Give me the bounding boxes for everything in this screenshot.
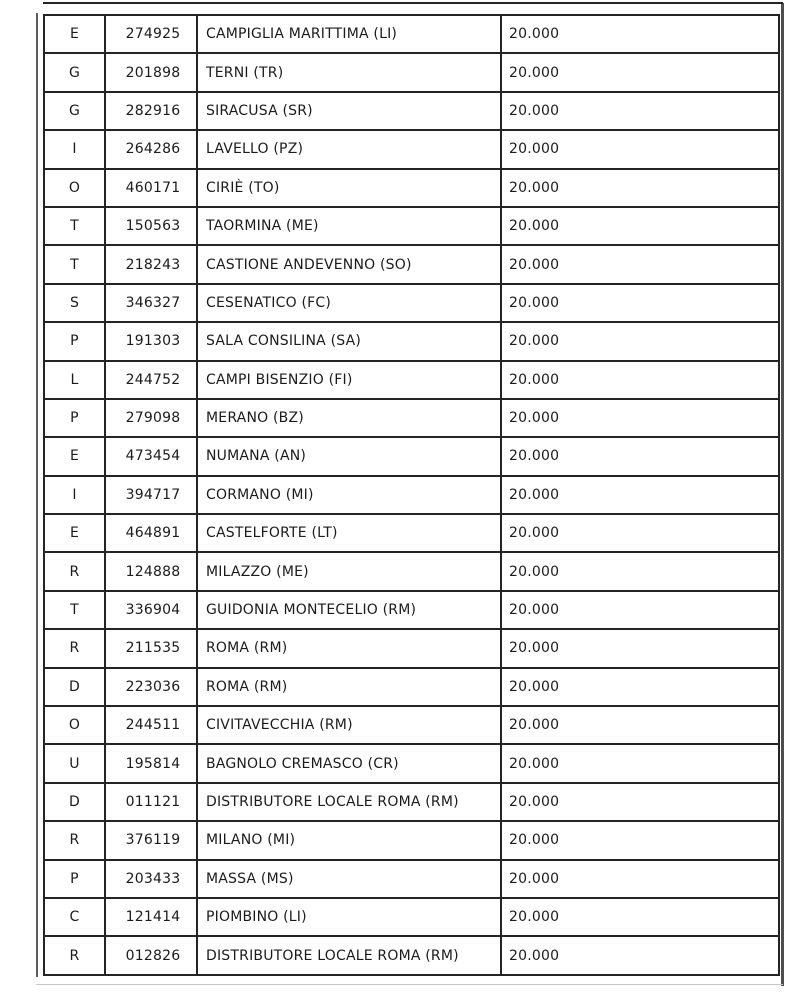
table-body xyxy=(44,15,779,975)
cell-letter: R xyxy=(44,629,105,667)
cell-letter: T xyxy=(44,245,105,283)
cell-amount: 20.000 xyxy=(501,130,779,168)
cell-letter: R xyxy=(44,821,105,859)
clipped-previous-row-border-line xyxy=(43,2,783,4)
cell-amount: 20.000 xyxy=(501,514,779,552)
table-row xyxy=(44,322,779,360)
cell-letter: R xyxy=(44,552,105,590)
table-row xyxy=(44,284,779,322)
table-row xyxy=(44,629,779,667)
table-row xyxy=(44,399,779,437)
table-row xyxy=(44,744,779,782)
cell-locality: ROMA (RM) xyxy=(197,668,501,706)
cell-locality: GUIDONIA MONTECELIO (RM) xyxy=(197,591,501,629)
cell-code: 201898 xyxy=(105,53,197,91)
cell-letter: E xyxy=(44,437,105,475)
cell-amount: 20.000 xyxy=(501,552,779,590)
cell-amount: 20.000 xyxy=(501,15,779,53)
cell-code: 203433 xyxy=(105,860,197,898)
cell-letter: G xyxy=(44,53,105,91)
cell-letter: O xyxy=(44,169,105,207)
cell-amount: 20.000 xyxy=(501,744,779,782)
cell-amount: 20.000 xyxy=(501,898,779,936)
cell-amount: 20.000 xyxy=(501,399,779,437)
cell-code: 191303 xyxy=(105,322,197,360)
cell-amount: 20.000 xyxy=(501,668,779,706)
outer-right-border-line xyxy=(781,3,784,986)
cell-code: 346327 xyxy=(105,284,197,322)
table-row xyxy=(44,860,779,898)
cell-code: 376119 xyxy=(105,821,197,859)
cell-locality: SALA CONSILINA (SA) xyxy=(197,322,501,360)
cell-code: 211535 xyxy=(105,629,197,667)
cell-amount: 20.000 xyxy=(501,783,779,821)
cell-locality: LAVELLO (PZ) xyxy=(197,130,501,168)
cell-locality: ROMA (RM) xyxy=(197,629,501,667)
cell-amount: 20.000 xyxy=(501,476,779,514)
table-row xyxy=(44,361,779,399)
cell-code: 394717 xyxy=(105,476,197,514)
table-row xyxy=(44,591,779,629)
table-row xyxy=(44,207,779,245)
cell-code: 150563 xyxy=(105,207,197,245)
table-row xyxy=(44,92,779,130)
cell-code: 264286 xyxy=(105,130,197,168)
cell-letter: E xyxy=(44,15,105,53)
cell-locality: CORMANO (MI) xyxy=(197,476,501,514)
table-row xyxy=(44,668,779,706)
cell-locality: CASTELFORTE (LT) xyxy=(197,514,501,552)
cell-code: 464891 xyxy=(105,514,197,552)
cell-amount: 20.000 xyxy=(501,936,779,975)
cell-locality: NUMANA (AN) xyxy=(197,437,501,475)
cell-locality: MASSA (MS) xyxy=(197,860,501,898)
cell-code: 121414 xyxy=(105,898,197,936)
cell-amount: 20.000 xyxy=(501,169,779,207)
cell-code: 011121 xyxy=(105,783,197,821)
cell-locality: TAORMINA (ME) xyxy=(197,207,501,245)
table-row xyxy=(44,437,779,475)
cell-code: 195814 xyxy=(105,744,197,782)
table-row xyxy=(44,15,779,53)
cell-letter: P xyxy=(44,860,105,898)
cell-amount: 20.000 xyxy=(501,361,779,399)
cell-amount: 20.000 xyxy=(501,629,779,667)
cell-code: 124888 xyxy=(105,552,197,590)
cell-amount: 20.000 xyxy=(501,860,779,898)
cell-amount: 20.000 xyxy=(501,591,779,629)
cell-code: 279098 xyxy=(105,399,197,437)
cell-locality: TERNI (TR) xyxy=(197,53,501,91)
outer-left-border-line xyxy=(36,13,38,977)
cell-locality: MERANO (BZ) xyxy=(197,399,501,437)
cell-locality: DISTRIBUTORE LOCALE ROMA (RM) xyxy=(197,783,501,821)
cell-code: 336904 xyxy=(105,591,197,629)
cell-code: 460171 xyxy=(105,169,197,207)
cell-letter: T xyxy=(44,591,105,629)
cell-letter: P xyxy=(44,322,105,360)
cell-letter: E xyxy=(44,514,105,552)
cell-amount: 20.000 xyxy=(501,92,779,130)
table-row xyxy=(44,821,779,859)
cell-locality: DISTRIBUTORE LOCALE ROMA (RM) xyxy=(197,936,501,975)
cell-amount: 20.000 xyxy=(501,53,779,91)
cell-amount: 20.000 xyxy=(501,245,779,283)
cell-letter: R xyxy=(44,936,105,975)
cell-code: 012826 xyxy=(105,936,197,975)
cell-locality: CESENATICO (FC) xyxy=(197,284,501,322)
cell-code: 274925 xyxy=(105,15,197,53)
localities-table xyxy=(43,14,780,976)
cell-amount: 20.000 xyxy=(501,437,779,475)
cell-letter: P xyxy=(44,399,105,437)
table-row xyxy=(44,514,779,552)
cell-locality: PIOMBINO (LI) xyxy=(197,898,501,936)
cell-locality: CIVITAVECCHIA (RM) xyxy=(197,706,501,744)
cell-letter: D xyxy=(44,783,105,821)
cell-amount: 20.000 xyxy=(501,207,779,245)
cell-code: 473454 xyxy=(105,437,197,475)
cell-code: 282916 xyxy=(105,92,197,130)
table-row xyxy=(44,53,779,91)
cell-code: 244511 xyxy=(105,706,197,744)
cell-locality: CASTIONE ANDEVENNO (SO) xyxy=(197,245,501,283)
cell-locality: SIRACUSA (SR) xyxy=(197,92,501,130)
cell-code: 244752 xyxy=(105,361,197,399)
cell-locality: MILAZZO (ME) xyxy=(197,552,501,590)
cell-amount: 20.000 xyxy=(501,322,779,360)
cell-amount: 20.000 xyxy=(501,706,779,744)
outer-bottom-border-line xyxy=(36,984,783,985)
cell-letter: D xyxy=(44,668,105,706)
table-row xyxy=(44,706,779,744)
table-row xyxy=(44,245,779,283)
table-row xyxy=(44,936,779,975)
cell-letter: S xyxy=(44,284,105,322)
table-row xyxy=(44,476,779,514)
cell-letter: O xyxy=(44,706,105,744)
cell-letter: I xyxy=(44,130,105,168)
table-row xyxy=(44,130,779,168)
table-row xyxy=(44,552,779,590)
cell-letter: I xyxy=(44,476,105,514)
cell-locality: CIRIÈ (TO) xyxy=(197,169,501,207)
cell-letter: L xyxy=(44,361,105,399)
cell-amount: 20.000 xyxy=(501,821,779,859)
cell-locality: CAMPI BISENZIO (FI) xyxy=(197,361,501,399)
cell-amount: 20.000 xyxy=(501,284,779,322)
cell-code: 223036 xyxy=(105,668,197,706)
cell-code: 218243 xyxy=(105,245,197,283)
table-row xyxy=(44,783,779,821)
cell-letter: C xyxy=(44,898,105,936)
table-row xyxy=(44,169,779,207)
cell-letter: U xyxy=(44,744,105,782)
cell-locality: MILANO (MI) xyxy=(197,821,501,859)
table-row xyxy=(44,898,779,936)
cell-locality: BAGNOLO CREMASCO (CR) xyxy=(197,744,501,782)
cell-letter: T xyxy=(44,207,105,245)
cell-locality: CAMPIGLIA MARITTIMA (LI) xyxy=(197,15,501,53)
cell-letter: G xyxy=(44,92,105,130)
